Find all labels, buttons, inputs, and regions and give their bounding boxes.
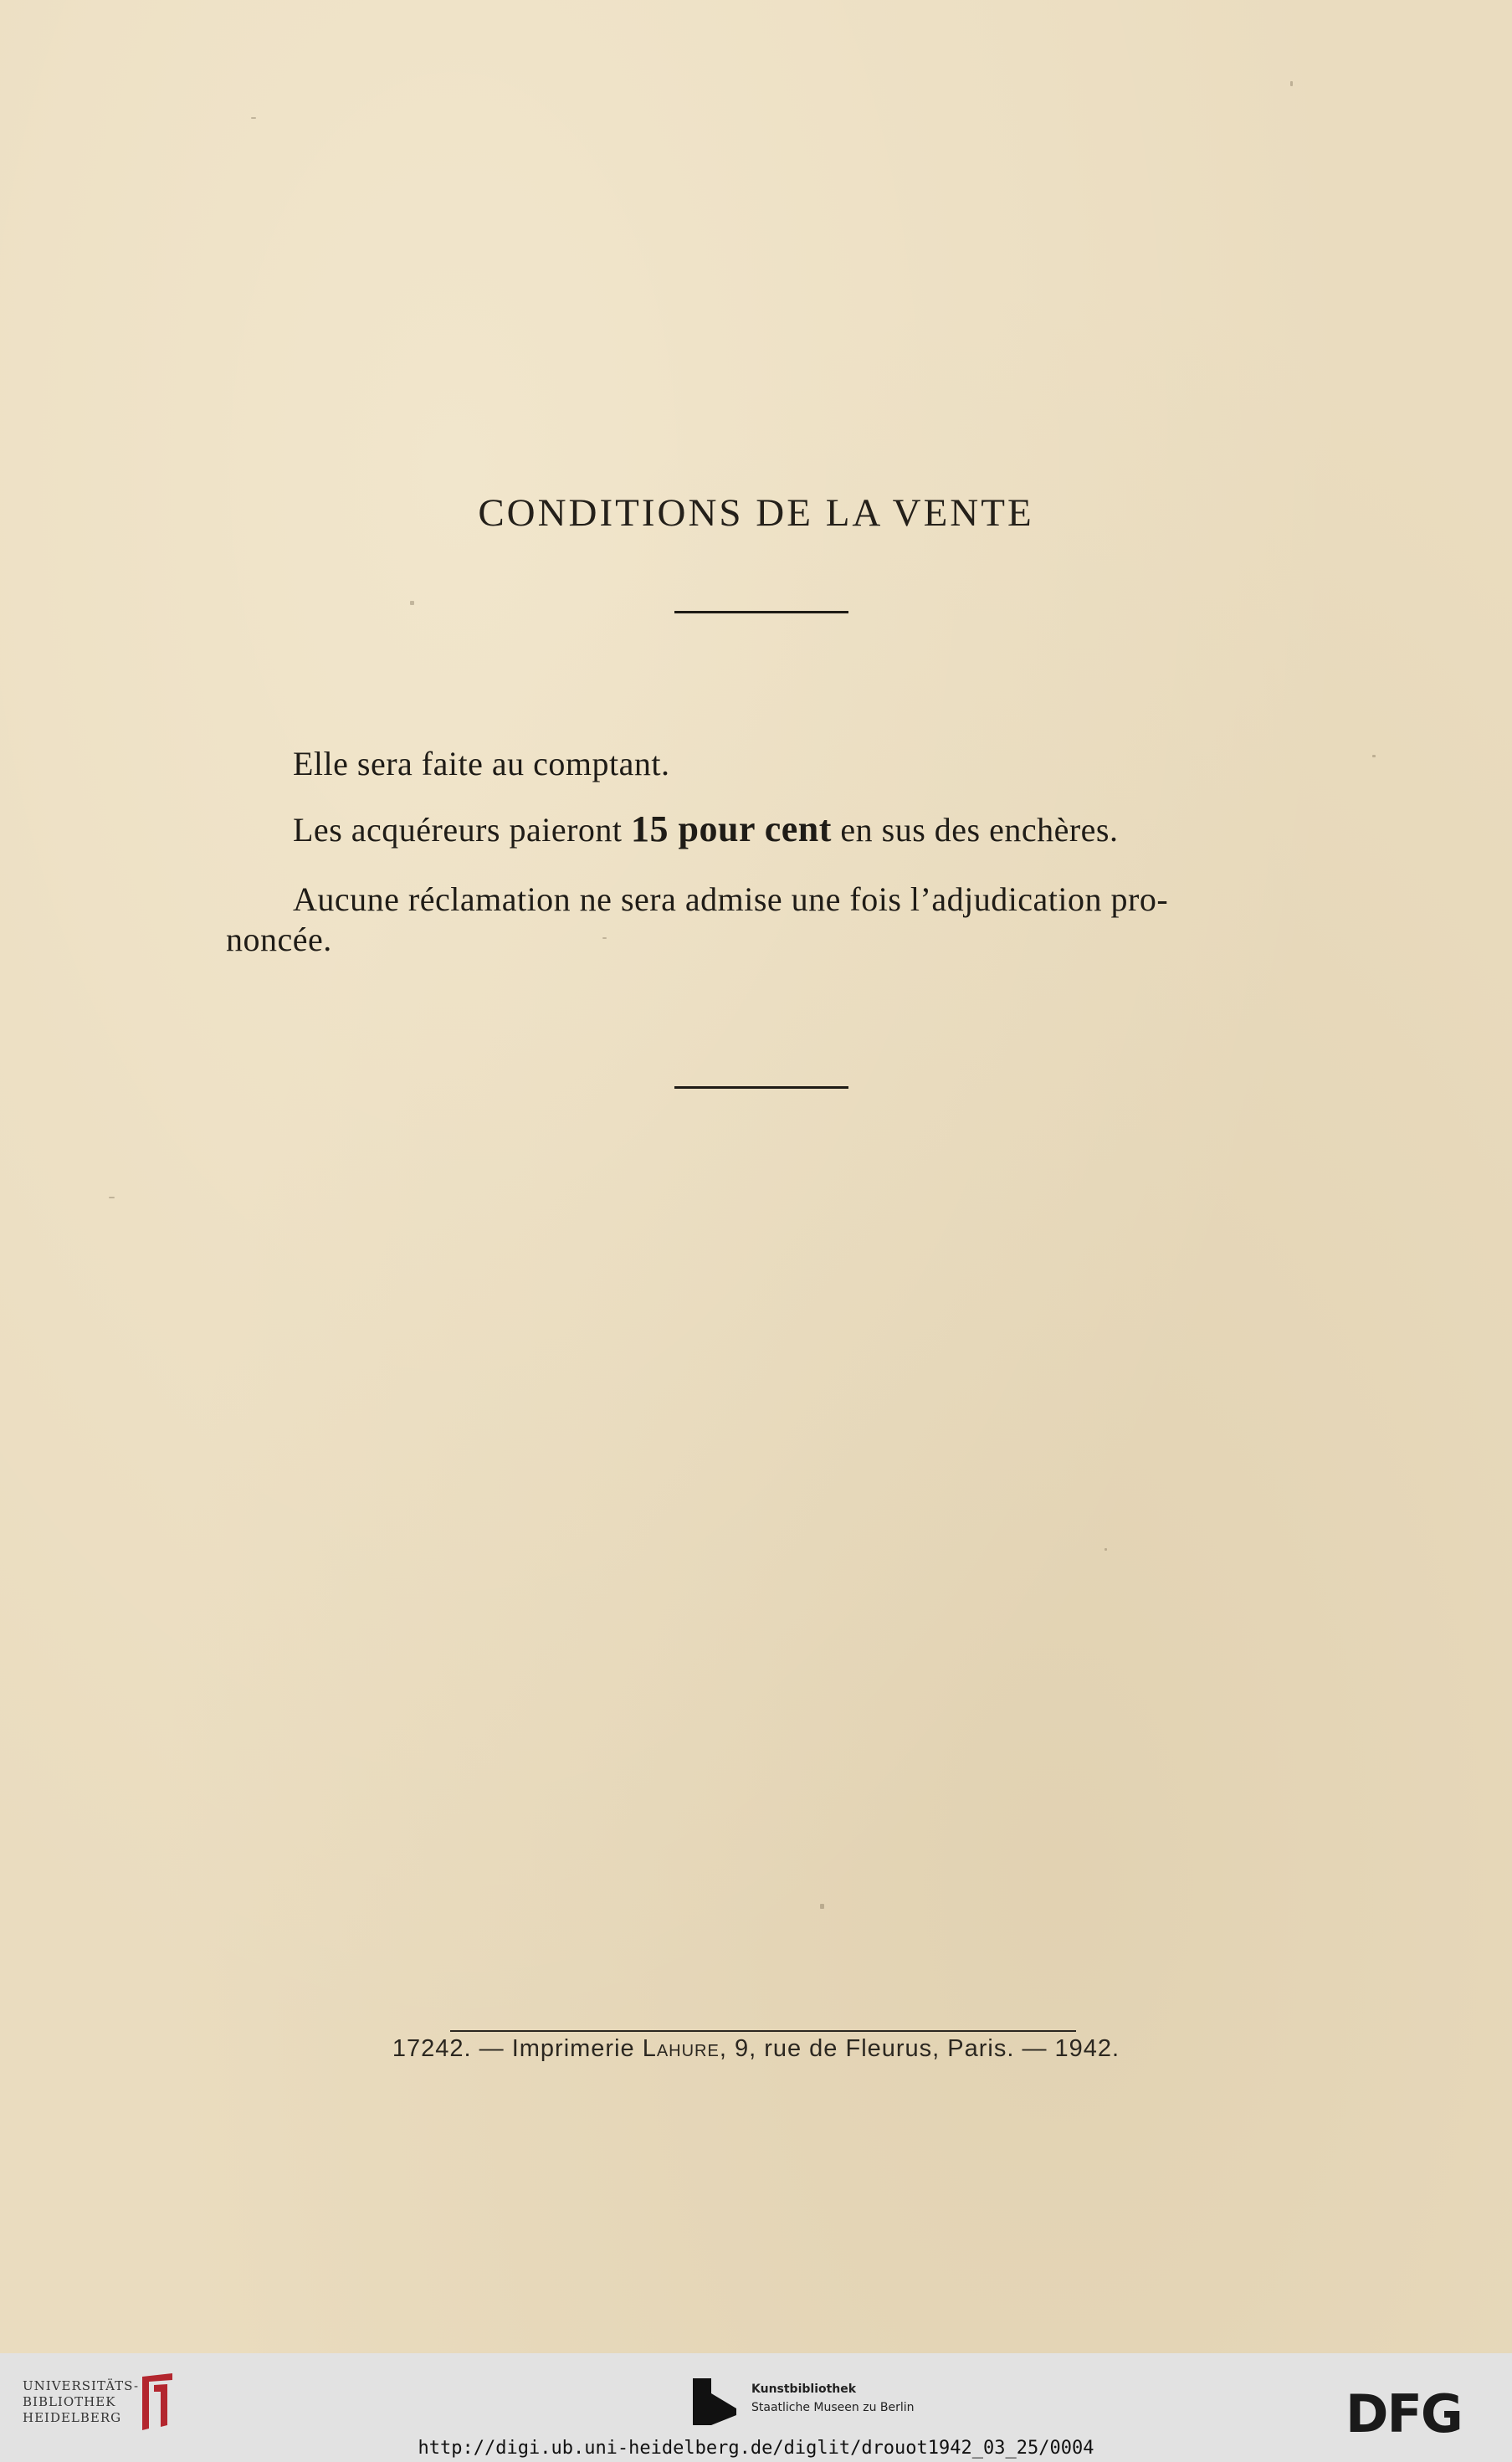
paper-fleck xyxy=(1290,81,1293,86)
digitization-footer xyxy=(0,2353,1512,2462)
page-title: CONDITIONS DE LA VENTE xyxy=(478,491,1034,535)
title-divider xyxy=(674,611,848,613)
commission-rate: 15 pour cent xyxy=(631,808,832,849)
condition-paragraph-3-line-2: noncée. xyxy=(226,921,332,958)
paper-fleck xyxy=(410,601,414,605)
paper-fleck xyxy=(1372,755,1376,757)
kunstbibliothek-logo-icon xyxy=(693,2378,736,2425)
paragraph-2-text-end: en sus des enchères. xyxy=(831,811,1119,849)
imprint-text-end: , 9, rue de Fleurus, Paris. — 1942. xyxy=(719,2035,1120,2062)
uni-line: UNIVERSITÄTS- xyxy=(23,2378,140,2393)
kunstbibliothek-subtitle: Staatliche Museen zu Berlin xyxy=(751,2401,915,2414)
section-divider xyxy=(674,1086,848,1089)
paragraph-2-text: Les acquéreurs paieront xyxy=(293,811,632,849)
heidelberg-library-logo-icon xyxy=(134,2370,181,2434)
paper-fleck xyxy=(109,1197,115,1198)
imprint-text: 17242. — Imprimerie xyxy=(392,2035,643,2062)
condition-paragraph-3-line-1: Aucune réclamation ne sera admise une fois l’adjudication pro- xyxy=(293,880,1169,918)
printer-name: Lahure xyxy=(642,2035,720,2062)
uni-line: HEIDELBERG xyxy=(23,2410,122,2425)
uni-line: BIBLIOTHEK xyxy=(23,2394,116,2409)
dfg-logo: DFG xyxy=(1345,2383,1462,2444)
condition-paragraph-2 xyxy=(293,808,1119,851)
imprint-rule xyxy=(450,2030,1076,2032)
kunstbibliothek-name: Kunstbibliothek xyxy=(751,2382,857,2396)
printer-imprint xyxy=(0,2035,1512,2063)
kunstbibliothek-credit xyxy=(751,2380,915,2417)
university-library-name xyxy=(23,2378,139,2426)
paper-fleck xyxy=(820,1904,824,1909)
paper-fleck xyxy=(602,937,607,939)
paper-fleck xyxy=(1105,1548,1107,1551)
condition-paragraph-1: Elle sera faite au comptant. xyxy=(293,745,670,782)
permalink-url[interactable]: http://digi.ub.uni-heidelberg.de/diglit/drouot1942_03_25/0004 xyxy=(418,2438,1094,2459)
paper-fleck xyxy=(251,117,256,119)
